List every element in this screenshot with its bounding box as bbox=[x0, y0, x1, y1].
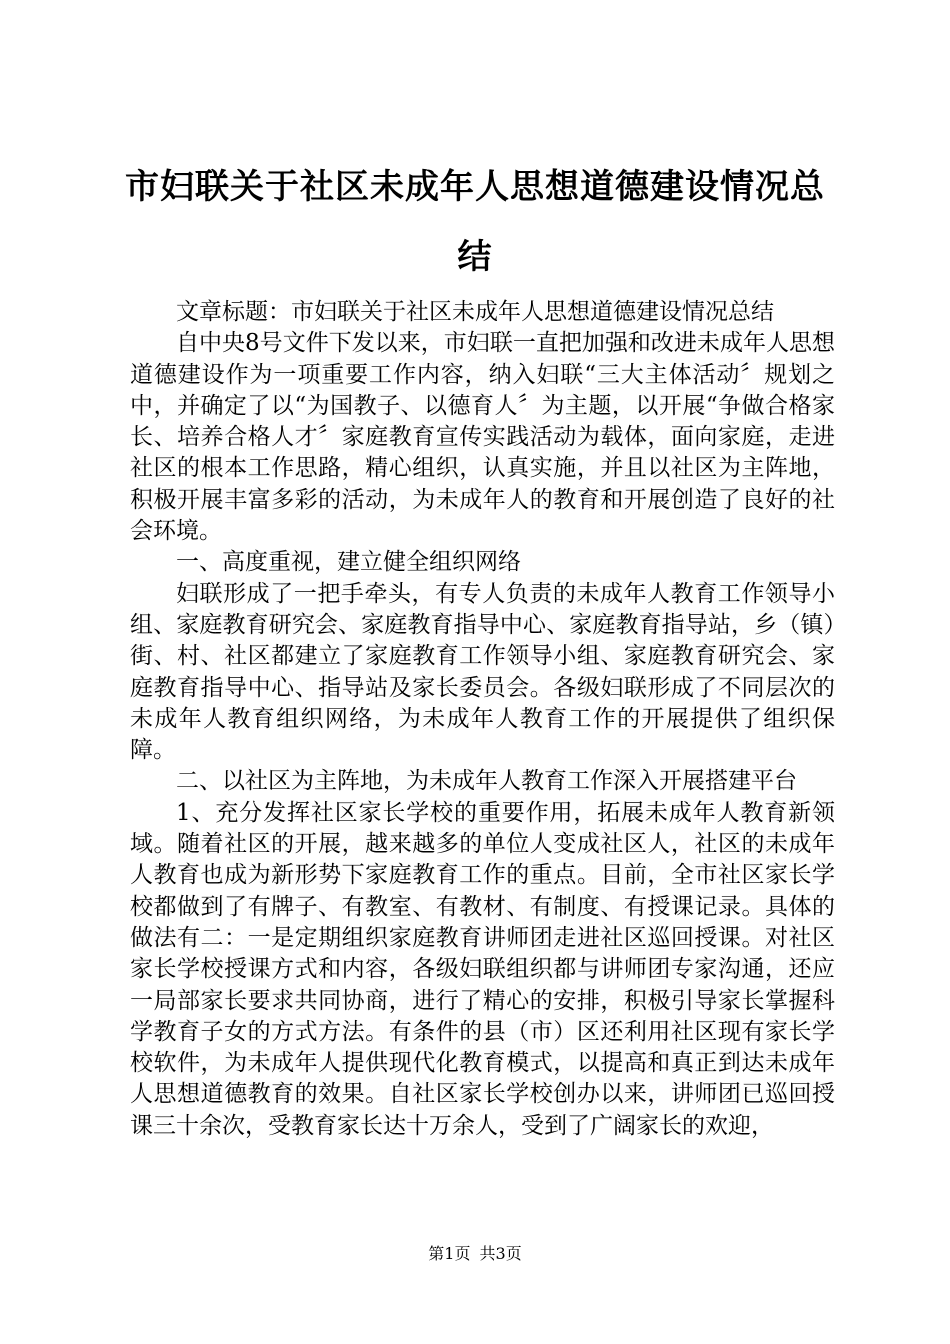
section-1-paragraph: 妇联形成了一把手牵头，有专人负责的未成年人教育工作领导小组、家庭教育研究会、家庭教育指导中心、家庭教育指导站，乡（镇）街、村、社区都建立了家庭教育工作领导小组、家庭教育研究会、家庭教育指导中心、指导站及家长委员会。各级妇联形成了不同层次的未成年人教育组织网络，为未成年人教育工作的开展提供了组织保障。 bbox=[130, 580, 835, 764]
article-title-paragraph: 文章标题：市妇联关于社区未成年人思想道德建设情况总结 bbox=[176, 299, 774, 325]
document-title-line-1: 市妇联关于社区未成年人思想道德建设情况总 bbox=[125, 167, 825, 207]
document-title-line-2: 结 bbox=[457, 237, 493, 277]
page-footer bbox=[0, 1244, 950, 1264]
intro-paragraph: 自中央8号文件下发以来，市妇联一直把加强和改进未成年人思想道德建设作为一项重要工作内容，纳入妇联“三大主体活动〞规划之中，并确定了以“为国教子、以德育人〞为主题，以开展“争做合格家长、培养合格人才〞家庭教育宣传实践活动为载体，面向家庭，走进社区的根本工作思路，精心组织，认真实施，并且以社区为主阵地，积极开展丰富多彩的活动，为未成年人的教育和开展创造了良好的社会环境。 bbox=[130, 330, 835, 545]
section-heading-2: 二、以社区为主阵地，为未成年人教育工作深入开展搭建平台 bbox=[176, 768, 797, 795]
page-total: 共3页 bbox=[479, 1244, 522, 1263]
section-heading-1: 一、高度重视，建立健全组织网络 bbox=[176, 549, 521, 576]
document-body bbox=[130, 297, 835, 1142]
page-number: 第1页 bbox=[428, 1244, 471, 1263]
section-2-paragraph: 1、充分发挥社区家长学校的重要作用，拓展未成年人教育新领域。随着社区的开展，越来越多的单位人变成社区人，社区的未成年人教育也成为新形势下家庭教育工作的重点。目前，全市社区家长学校都做到了有牌子、有教室、有教材、有制度、有授课记录。具体的做法有二：一是定期组织家庭教育讲师团走进社区巡回授课。对社区家长学校授课方式和内容，各级妇联组织都与讲师团专家沟通，还应一局部家长要求共同协商，进行了精心的安排，积极引导家长掌握科学教育子女的方式方法。有条件的县（市）区还利用社区现有家长学校软件，为未成年人提供现代化教育模式，以提高和真正到达未成年人思想道德教育的效果。自社区家长学校创办以来，讲师团已巡回授课三十余次，受教育家长达十万余人，受到了广阔家长的欢迎， bbox=[130, 799, 835, 1139]
